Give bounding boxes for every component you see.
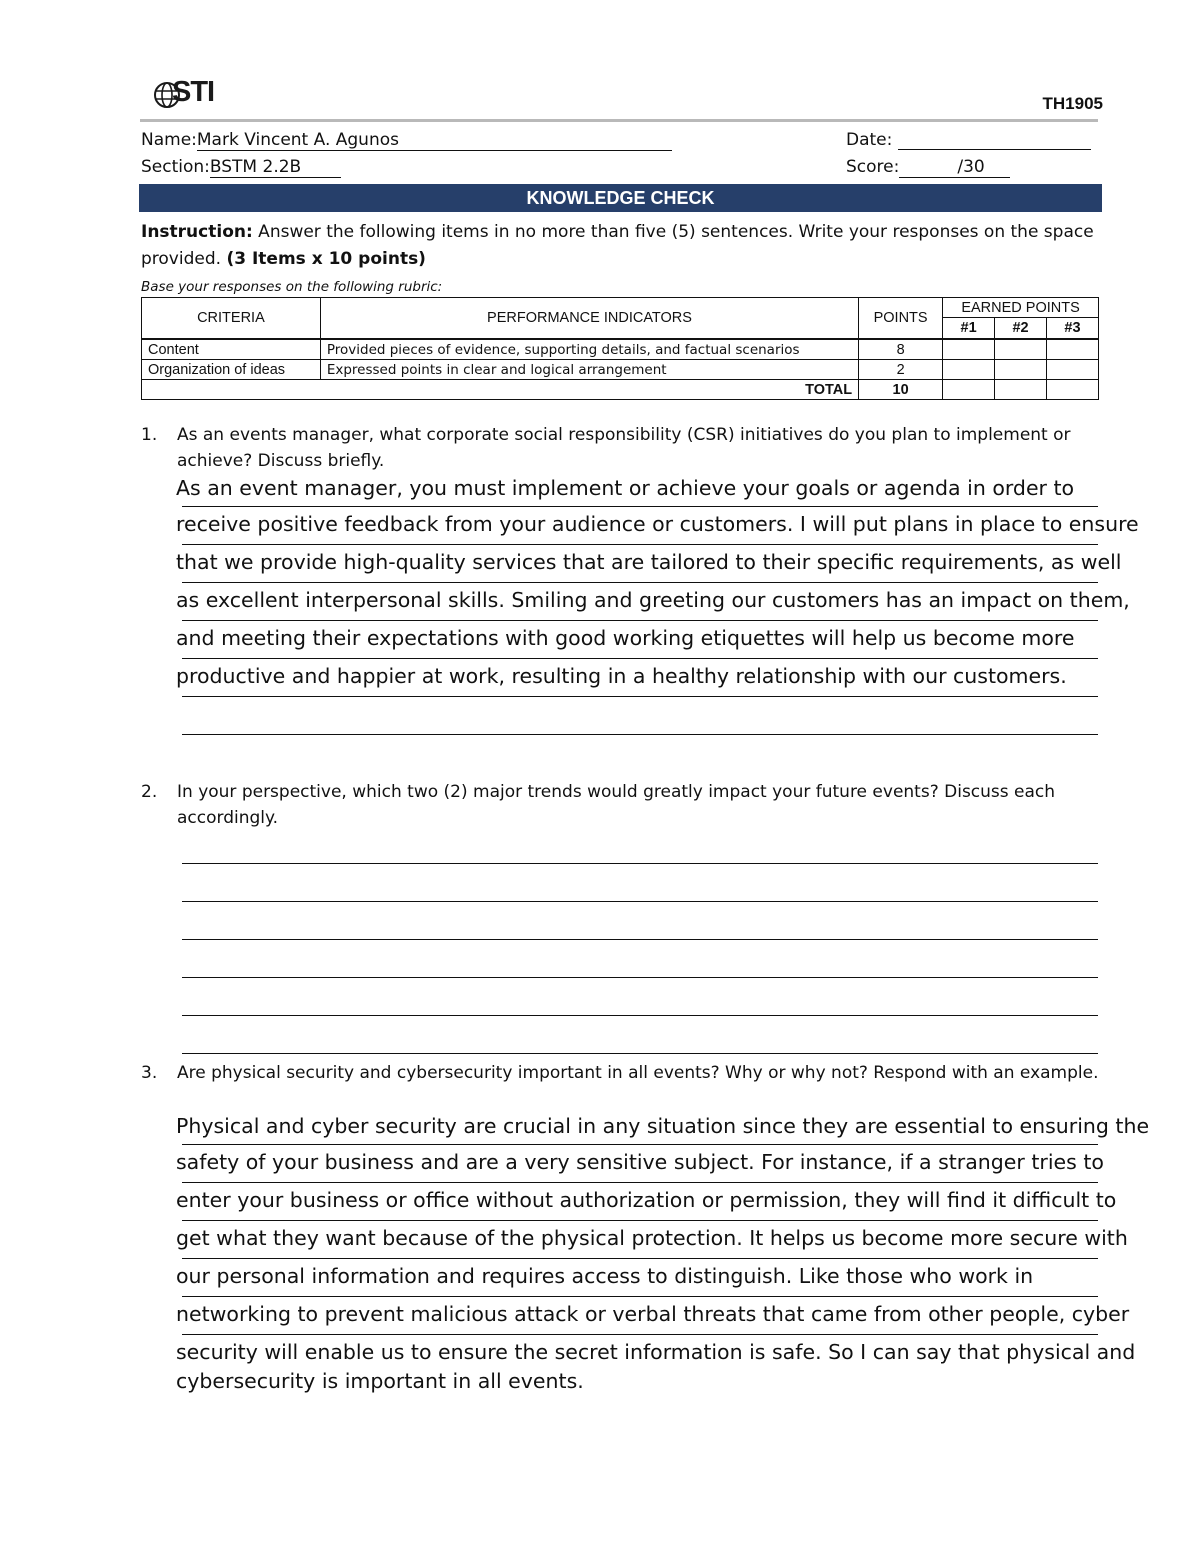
criteria-cell: Content	[142, 339, 321, 360]
question-text: As an events manager, what corporate social responsibility (CSR) initiatives do you plan to implement or achieve? Discuss briefly.	[177, 425, 1071, 471]
score-field	[846, 157, 1010, 178]
sti-logo	[152, 76, 232, 112]
points-cell: 8	[859, 339, 943, 360]
answer-line[interactable]: as excellent interpersonal skills. Smiling and greeting our customers has an impact on them,	[176, 588, 1130, 612]
name-value[interactable]: Mark Vincent A. Agunos	[197, 130, 672, 151]
date-field	[846, 130, 1091, 150]
score-label: Score:	[846, 157, 900, 177]
answer-rule	[182, 1258, 1098, 1259]
question-text: In your perspective, which two (2) major trends would greatly impact your future events? Discuss each accordingly.	[177, 782, 1056, 828]
rubric-table	[141, 297, 1099, 400]
date-value[interactable]	[898, 131, 1091, 150]
answer-line[interactable]: security will enable us to ensure the secret information is safe. So I can say that physical and	[176, 1340, 1136, 1364]
rubric-caption: Base your responses on the following rubric:	[141, 279, 443, 295]
indicators-header: PERFORMANCE INDICATORS	[320, 298, 858, 340]
instruction-label: Instruction:	[141, 222, 253, 242]
answer-rule[interactable]	[182, 977, 1098, 978]
document-code: TH1905	[1042, 94, 1103, 113]
answer-rule	[182, 544, 1098, 545]
answer-rule	[182, 658, 1098, 659]
earned-col-2: #2	[995, 318, 1047, 339]
total-points: 10	[859, 380, 943, 400]
instruction	[141, 219, 1111, 273]
question-number: 2.	[141, 782, 158, 802]
answer-line[interactable]: receive positive feedback from your audience or customers. I will put plans in place to ensure	[176, 512, 1139, 536]
answer-line[interactable]: that we provide high-quality services that are tailored to their specific requirements, as well	[176, 550, 1122, 574]
total-label: TOTAL	[142, 380, 859, 400]
answer-rule[interactable]	[182, 1053, 1098, 1054]
answer-line[interactable]: and meeting their expectations with good working etiquettes will help us become more	[176, 626, 1075, 650]
knowledge-check-title: KNOWLEDGE CHECK	[139, 184, 1102, 212]
answer-line[interactable]: networking to prevent malicious attack or verbal threats that came from other people, cyber	[176, 1302, 1130, 1326]
answer-line[interactable]: As an event manager, you must implement or achieve your goals or agenda in order to	[176, 476, 1075, 500]
table-row	[142, 360, 1099, 380]
date-label: Date:	[846, 130, 893, 150]
question-2	[141, 779, 1111, 831]
earned-cell[interactable]	[995, 360, 1047, 380]
answer-rule[interactable]	[182, 1015, 1098, 1016]
question-1	[141, 422, 1111, 474]
criteria-header: CRITERIA	[142, 298, 321, 340]
earned-cell[interactable]	[1047, 360, 1099, 380]
answer-rule	[182, 1144, 1098, 1145]
earned-total-cell[interactable]	[1047, 380, 1099, 400]
answer-rule	[182, 506, 1098, 507]
answer-rule	[182, 620, 1098, 621]
points-header: POINTS	[859, 298, 943, 340]
answer-rule	[182, 582, 1098, 583]
name-label: Name:	[141, 130, 197, 150]
earned-total-cell[interactable]	[943, 380, 995, 400]
earned-col-1: #1	[943, 318, 995, 339]
earned-cell[interactable]	[943, 339, 995, 360]
header-rule	[140, 119, 1098, 122]
earned-cell[interactable]	[995, 339, 1047, 360]
answer-line[interactable]: enter your business or office without authorization or permission, they will find it difficult to	[176, 1188, 1117, 1212]
question-text: Are physical security and cybersecurity important in all events? Why or why not? Respond with an example.	[177, 1063, 1099, 1083]
earned-col-3: #3	[1047, 318, 1099, 339]
answer-rule[interactable]	[182, 901, 1098, 902]
answer-line[interactable]: productive and happier at work, resulting in a healthy relationship with our customers.	[176, 664, 1067, 688]
question-number: 3.	[141, 1063, 158, 1083]
name-field	[141, 130, 672, 151]
question-3	[141, 1060, 1111, 1112]
criteria-cell: Organization of ideas	[142, 360, 321, 380]
answer-rule	[182, 1296, 1098, 1297]
answer-line[interactable]: Physical and cyber security are crucial in any situation since they are essential to ensuring the	[176, 1114, 1150, 1138]
answer-rule	[182, 734, 1098, 735]
answer-line[interactable]: cybersecurity is important in all events.	[176, 1369, 584, 1393]
section-label: Section:	[141, 157, 210, 177]
earned-points-header: EARNED POINTS	[943, 298, 1099, 318]
answer-line[interactable]: our personal information and requires access to distinguish. Like those who work in	[176, 1264, 1034, 1288]
instruction-text: Answer the following items in no more than five (5) sentences. Write your responses on the space provided.	[141, 222, 1094, 269]
answer-line[interactable]: get what they want because of the physical protection. It helps us become more secure with	[176, 1226, 1128, 1250]
answer-rule[interactable]	[182, 939, 1098, 940]
earned-cell[interactable]	[943, 360, 995, 380]
indicator-cell: Expressed points in clear and logical arrangement	[320, 360, 858, 380]
answer-line[interactable]: safety of your business and are a very sensitive subject. For instance, if a stranger tries to	[176, 1150, 1104, 1174]
answer-rule	[182, 1220, 1098, 1221]
indicator-cell: Provided pieces of evidence, supporting details, and factual scenarios	[320, 339, 858, 360]
answer-rule	[182, 696, 1098, 697]
section-field	[141, 157, 341, 178]
answer-rule	[182, 1182, 1098, 1183]
answer-rule[interactable]	[182, 863, 1098, 864]
question-number: 1.	[141, 425, 158, 445]
table-row	[142, 339, 1099, 360]
score-value[interactable]: /30	[957, 157, 985, 177]
points-cell: 2	[859, 360, 943, 380]
logo-text: STI	[172, 76, 215, 108]
answer-rule	[182, 1334, 1098, 1335]
section-value[interactable]: BSTM 2.2B	[210, 157, 341, 178]
earned-cell[interactable]	[1047, 339, 1099, 360]
instruction-emphasis: (3 Items x 10 points)	[226, 249, 426, 269]
total-row	[142, 380, 1099, 400]
earned-total-cell[interactable]	[995, 380, 1047, 400]
